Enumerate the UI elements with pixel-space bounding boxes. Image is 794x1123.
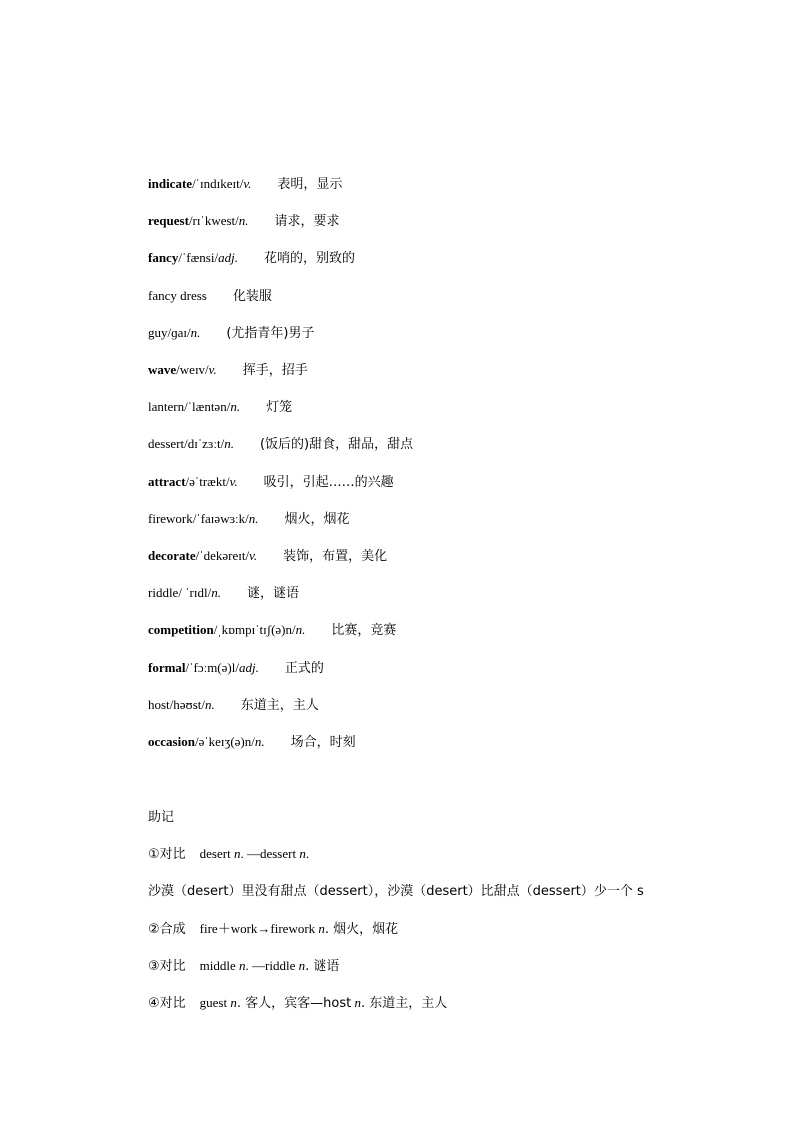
vocab-entry	[148, 659, 324, 678]
vocab-entry	[148, 510, 350, 529]
tip-3-word-a: middle	[199, 958, 236, 973]
tip-2-label: ②合成	[148, 922, 186, 937]
tip-1-pos-a: n	[233, 846, 241, 861]
vocab-meaning: 东道主，主人	[240, 698, 319, 713]
vocab-entry	[148, 733, 356, 752]
vocab-meaning: 化装服	[232, 289, 272, 304]
vocab-meaning: 谜，谜语	[246, 586, 299, 601]
vocab-word: wave	[148, 362, 177, 377]
vocab-entry	[148, 473, 394, 492]
vocab-phonetic: /ˌkɒmpɪˈtɪʃ(ə)n/	[213, 622, 296, 637]
vocab-meaning: 装饰，布置，美化	[283, 549, 388, 564]
vocab-entry	[148, 361, 308, 380]
vocab-meaning: 挥手，招手	[242, 363, 308, 378]
vocab-meaning: (饭后的)甜食，甜品，甜点	[259, 437, 414, 452]
vocab-meaning: 比赛，竞赛	[331, 623, 397, 638]
vocab-word: dessert	[148, 436, 185, 451]
tip-4-word-b: . 客人，宾客—host	[236, 996, 352, 1011]
vocab-word: fancy dress	[148, 288, 207, 303]
mnemonic-tip-2	[148, 920, 398, 939]
vocab-word: lantern	[148, 399, 185, 414]
vocab-meaning: 花哨的，别致的	[263, 251, 355, 266]
vocab-meaning: (尤指青年)男子	[226, 326, 315, 341]
vocab-part-of-speech: n.	[190, 325, 201, 340]
tip-4-pos-a: n	[230, 995, 237, 1010]
vocab-phonetic: /ˈfaɪəwɜːk/	[192, 511, 249, 526]
vocab-part-of-speech: v.	[229, 474, 238, 489]
tip-3-word-b: . —riddle	[245, 958, 296, 973]
vocab-entry	[148, 435, 413, 454]
vocab-part-of-speech: n.	[295, 622, 306, 637]
tip-1-pos-b: n	[299, 846, 306, 861]
vocab-word: riddle	[148, 585, 179, 600]
vocab-phonetic: /ˈlæntən/	[184, 399, 231, 414]
vocab-phonetic: /ˈfænsi/	[178, 250, 219, 265]
vocab-entry	[148, 547, 387, 566]
vocab-meaning: 场合，时刻	[290, 735, 356, 750]
vocab-entry	[148, 324, 315, 343]
vocab-part-of-speech: n.	[224, 436, 234, 451]
mnemonic-heading-text: 助记	[148, 810, 175, 825]
tip-1-sentence: 沙漠（desert）里没有甜点（dessert），沙漠（desert）比甜点（dessert）少一个 s	[148, 884, 644, 899]
vocab-phonetic: /ˈdekəreɪt/	[195, 548, 250, 563]
vocab-part-of-speech: v.	[243, 176, 252, 191]
vocab-entry	[148, 287, 272, 306]
vocab-part-of-speech: n.	[230, 399, 241, 414]
tip-4-label: ④对比	[148, 996, 186, 1011]
vocab-phonetic: /əˈtrækt/	[185, 474, 230, 489]
vocab-word: decorate	[148, 548, 196, 563]
vocab-entry	[148, 398, 292, 417]
vocab-word: attract	[148, 474, 186, 489]
mnemonic-tip-4	[148, 994, 447, 1013]
tip-3-label: ③对比	[148, 959, 186, 974]
vocab-part-of-speech: n.	[204, 697, 215, 712]
tip-2-pos: n	[318, 921, 325, 936]
vocab-entry	[148, 212, 340, 231]
vocab-part-of-speech: v.	[208, 362, 217, 377]
mnemonic-heading	[148, 808, 174, 827]
vocab-entry	[148, 175, 342, 194]
vocab-word: formal	[148, 660, 186, 675]
tip-3-meaning: . 谜语	[305, 959, 340, 974]
vocab-part-of-speech: n.	[211, 585, 221, 600]
vocab-entry	[148, 249, 355, 268]
vocab-word: indicate	[148, 176, 193, 191]
vocab-part-of-speech: adj.	[238, 660, 259, 675]
vocab-phonetic: /əˈkeɪʒ(ə)n/	[194, 734, 255, 749]
vocab-entry	[148, 696, 319, 715]
tip-1-word-b: . —dessert	[240, 846, 297, 861]
vocab-meaning: 请求，要求	[274, 214, 340, 229]
vocab-word: request	[148, 213, 189, 228]
vocab-word: competition	[148, 622, 214, 637]
vocab-phonetic: / ˈrɪdl/	[178, 585, 212, 600]
vocab-part-of-speech: adj.	[218, 250, 238, 265]
tip-1-label: ①对比	[148, 847, 186, 862]
vocab-word: occasion	[148, 734, 195, 749]
vocab-phonetic: /rɪˈkwest/	[188, 213, 239, 228]
vocab-meaning: 表明，显示	[277, 177, 343, 192]
tip-1-word-a: desert	[199, 846, 231, 861]
tip-2-meaning: . 烟火，烟花	[324, 922, 399, 937]
vocab-phonetic: /ɡaɪ/	[167, 325, 191, 340]
vocab-phonetic: /ˈfɔːm(ə)l/	[185, 660, 239, 675]
tip-4-pos-b: n	[354, 995, 361, 1010]
vocab-phonetic: /dɪˈzɜːt/	[184, 436, 225, 451]
vocab-meaning: 吸引，引起……的兴趣	[263, 475, 394, 490]
vocab-meaning: 正式的	[284, 661, 324, 676]
vocab-word: firework	[148, 511, 193, 526]
vocab-part-of-speech: n.	[238, 213, 249, 228]
vocab-part-of-speech: v.	[249, 548, 258, 563]
vocab-phonetic: /həʊst/	[169, 697, 205, 712]
tip-4-word-a: guest	[199, 995, 228, 1010]
tip-3-pos-b: n	[298, 958, 306, 973]
mnemonic-tip-1	[148, 845, 309, 864]
vocab-meaning: 灯笼	[266, 400, 293, 415]
vocab-word: host	[148, 697, 170, 712]
mnemonic-tip-3	[148, 957, 339, 976]
vocab-meaning: 烟火，烟花	[284, 512, 350, 527]
vocab-word: fancy	[148, 250, 179, 265]
tip-2-compound: fire＋work→firework	[199, 921, 316, 936]
vocab-entry	[148, 621, 396, 640]
tip-1-end: .	[305, 846, 310, 861]
vocab-phonetic: /weɪv/	[176, 362, 209, 377]
vocab-entry	[148, 584, 299, 603]
vocab-part-of-speech: n.	[254, 734, 265, 749]
vocab-phonetic: /ˈɪndɪkeɪt/	[192, 176, 244, 191]
vocab-part-of-speech: n.	[248, 511, 259, 526]
tip-3-pos-a: n	[239, 958, 246, 973]
tip-4-meaning: . 东道主，主人	[360, 996, 448, 1011]
mnemonic-sentence	[148, 882, 644, 901]
vocab-word: guy	[148, 325, 168, 340]
